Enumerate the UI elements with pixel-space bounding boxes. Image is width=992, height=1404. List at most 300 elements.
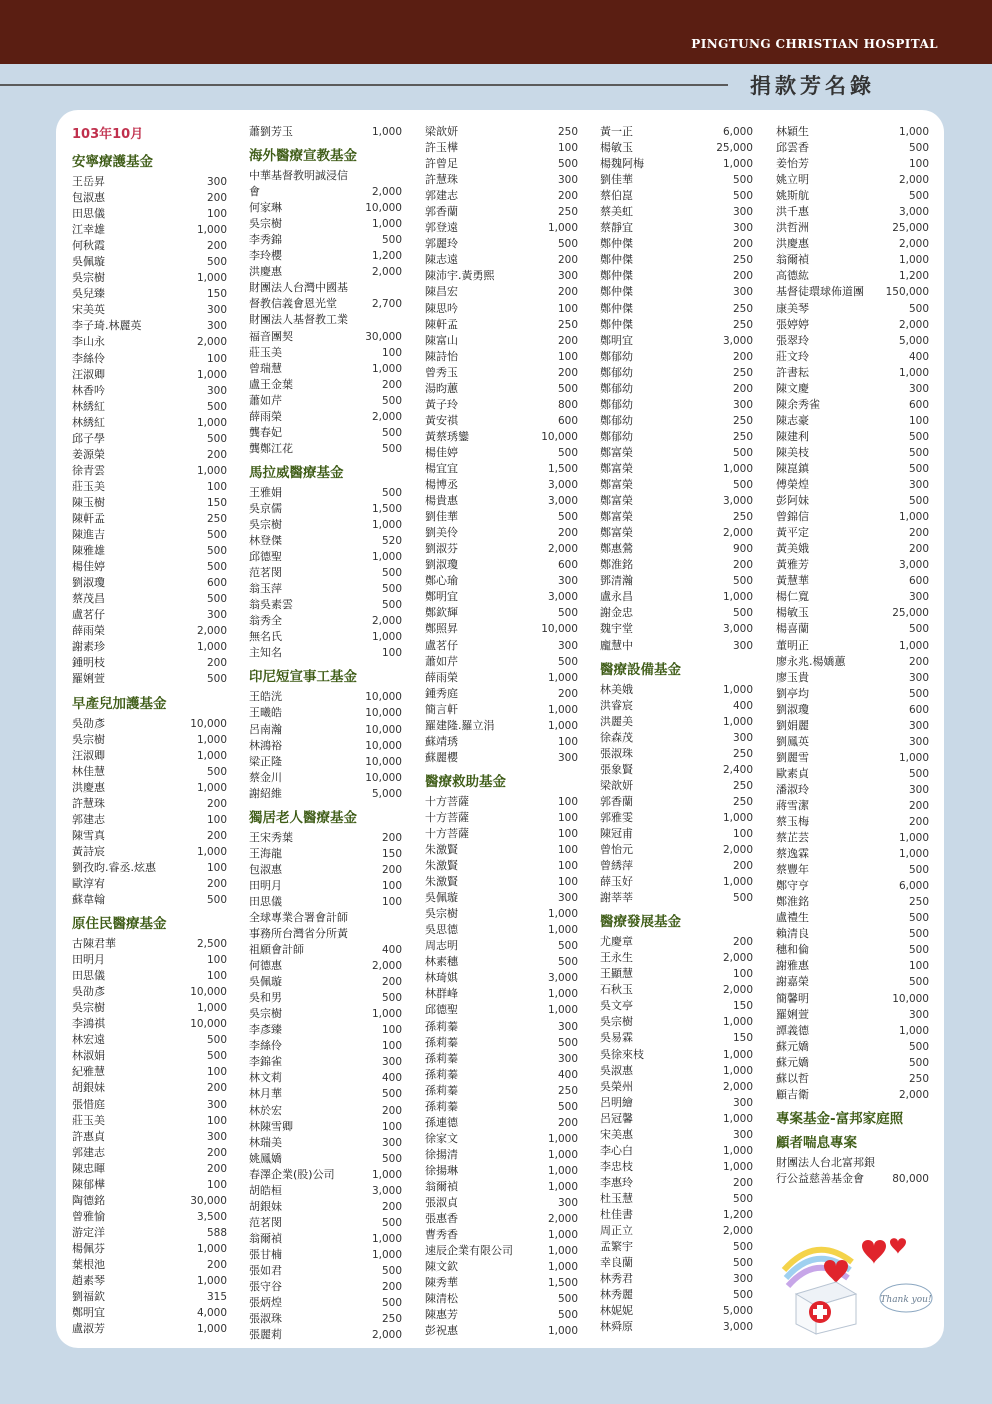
donation-amount: 600 [557,559,578,572]
donor-row [425,301,578,317]
donation-amount: 100 [206,1114,227,1127]
donor-row [600,268,753,284]
donor-name: 張炳煌 [249,1296,282,1310]
donation-amount: 500 [206,1050,227,1063]
donor-row [249,990,402,1006]
donor-name: 盧禮生 [776,911,809,925]
donor-row [425,1035,578,1051]
donor-name: 潘淑玲 [776,782,809,796]
donation-amount: 200 [206,240,227,253]
donation-amount: 200 [557,366,578,379]
donor-name: 孫莉蓁 [425,1083,458,1097]
donation-amount: 200 [908,816,929,829]
donation-amount: 200 [381,831,402,844]
donation-amount: 100 [557,142,578,155]
donation-amount: 3,000 [722,334,753,347]
donation-amount: 300 [908,719,929,732]
donation-amount: 300 [732,286,753,299]
donor-row [776,413,929,429]
donor-name: 劉娟麗 [776,718,809,732]
donor-name: 鄭惠鶯 [600,542,633,556]
donor-name: 朱激賢 [425,859,458,873]
donor-row [72,876,227,892]
donor-row [249,1247,402,1263]
donor-row [600,1127,753,1143]
donor-name: 徐揚清 [425,1147,458,1161]
donation-amount: 100 [206,1178,227,1191]
donation-amount: 500 [206,529,227,542]
donation-amount: 30,000 [365,330,402,343]
donation-amount: 200 [381,378,402,391]
donation-amount: 1,000 [722,715,753,728]
donation-amount: 200 [732,238,753,251]
donor-name: 李鴻祺 [72,1017,105,1031]
donation-amount: 150,000 [885,286,929,299]
donor-row [72,1257,227,1273]
donor-row [600,236,753,252]
donor-row [776,942,929,958]
donation-amount: 200 [206,797,227,810]
donation-amount: 250 [206,512,227,525]
donation-amount: 300 [206,320,227,333]
donation-amount: 300 [732,222,753,235]
donation-amount: 300 [557,1052,578,1065]
donor-row [600,541,753,557]
donor-column-3 [425,124,578,1339]
donor-row [72,968,227,984]
donation-amount: 400 [732,699,753,712]
donor-name: 許慧珠 [72,796,105,810]
donor-row [425,1131,578,1147]
donation-amount: 300 [908,382,929,395]
donation-amount: 100 [206,861,227,874]
donation-amount: 500 [908,687,929,700]
donor-row [249,441,402,457]
donor-row [72,511,227,527]
donation-amount: 3,000 [722,1321,753,1334]
donor-name: 簡言軒 [425,702,458,716]
donation-amount: 200 [732,270,753,283]
donor-name: 陳思吟 [425,301,458,315]
donation-amount: 1,000 [722,683,753,696]
donation-amount: 250 [732,747,753,760]
donor-row [249,1119,402,1135]
donor-name: 張翠玲 [776,333,809,347]
donor-name: 董明正 [776,638,809,652]
donor-row [776,750,929,766]
donor-row [776,156,929,172]
donor-row [72,764,227,780]
donor-name: 莊玉美 [72,1113,105,1127]
donation-amount: 1,000 [722,1144,753,1157]
donation-amount: 3,500 [196,1210,227,1223]
donation-amount: 2,000 [371,1329,402,1342]
donation-amount: 300 [732,1273,753,1286]
donor-row [776,670,929,686]
donor-row [425,509,578,525]
donor-row [425,702,578,718]
donor-row [72,1321,227,1337]
donor-row [425,954,578,970]
donation-amount: 400 [557,1068,578,1081]
donation-amount: 2,000 [898,174,929,187]
donation-amount: 2,000 [547,1213,578,1226]
donor-name: 徐森茂 [600,730,633,744]
donation-amount: 10,000 [365,739,402,752]
donor-name: 黃一正 [600,125,633,138]
donor-name: 湯昀蕙 [425,381,458,395]
donor-name: 廖玉貴 [776,670,809,684]
donor-name: 楊博丞 [425,478,458,492]
donor-name: 蘇麗櫻 [425,750,458,764]
donor-name: 郭麗玲 [425,237,458,251]
donation-amount: 500 [732,607,753,620]
donor-row [72,415,227,431]
donor-row [600,1271,753,1287]
donor-row [72,559,227,575]
donor-row [249,581,402,597]
donor-name: 吳宗樹 [249,217,282,231]
donation-amount: 1,000 [196,224,227,237]
donor-row [600,397,753,413]
donation-amount: 100 [206,352,227,365]
donor-name: 吳宗樹 [72,732,105,746]
donor-name: 林秀君 [600,1272,633,1286]
donor-row [425,156,578,172]
donor-name: 莊文玲 [776,349,809,363]
donation-amount: 500 [732,1241,753,1254]
donation-amount: 100 [557,350,578,363]
donor-name: 吳宗樹 [425,907,458,921]
donation-amount: 1,000 [547,1245,578,1258]
donation-amount: 1,000 [371,1168,402,1181]
donor-row [600,1079,753,1095]
donation-amount: 1,000 [196,272,227,285]
donor-row [776,605,929,621]
donation-amount: 500 [557,1309,578,1322]
donation-amount: 2,000 [371,960,402,973]
donor-name: 楊宜宜 [425,461,458,475]
thank-you-illustration [776,1232,936,1336]
donor-row [72,1016,227,1032]
donor-row [776,1171,929,1187]
donor-row [249,377,402,393]
donor-name: 林陳雪卿 [249,1119,293,1133]
donation-amount: 1,000 [547,924,578,937]
donation-amount: 200 [206,877,227,890]
donation-amount: 250 [732,302,753,315]
donor-row [425,794,578,810]
donation-amount: 1,200 [898,270,929,283]
donation-amount: 1,000 [898,1024,929,1037]
donor-name: 孫連德 [425,1115,458,1129]
donor-row [249,409,402,425]
donation-amount: 200 [732,382,753,395]
donor-name: 邱德聖 [425,1003,458,1017]
donor-name: 莊玉美 [72,479,105,493]
donor-name: 林登傑 [249,534,282,548]
donor-name: 吳和男 [249,991,282,1005]
donation-amount: 1,000 [722,1048,753,1061]
donor-name: 李玲櫻 [249,249,282,263]
donation-amount: 3,000 [547,495,578,508]
donor-row [249,770,402,786]
donation-amount: 1,000 [547,988,578,1001]
hospital-name: PINGTUNG CHRISTIAN HOSPITAL [691,37,938,51]
donor-name: 梁歆妍 [425,125,458,138]
donation-amount: 200 [557,687,578,700]
donor-name: 蘇元嬌 [776,1039,809,1053]
donor-name: 李山永 [72,335,105,349]
fund-heading: 印尼短宣事工基金 [249,669,357,686]
donation-amount: 300 [206,384,227,397]
donor-row [425,718,578,734]
donor-name: 田明月 [72,953,105,967]
donor-row [425,1195,578,1211]
donor-row [72,367,227,383]
donation-amount: 500 [732,174,753,187]
donation-amount: 500 [381,567,402,580]
donation-amount: 2,500 [196,938,227,951]
donation-amount: 1,000 [722,811,753,824]
donor-row [249,705,402,721]
donor-row [249,1183,402,1199]
donation-amount: 900 [732,543,753,556]
donor-name: 李秀錦 [249,233,282,247]
donor-name: 林穎生 [776,125,809,138]
donor-name: 朱激賢 [425,843,458,857]
donor-row [72,1273,227,1289]
donation-amount: 500 [206,561,227,574]
donor-name: 羅娳萱 [72,672,105,686]
donor-name: 洪慶惠 [72,780,105,794]
donor-row [600,1175,753,1191]
donor-name: 劉淑瓊 [776,702,809,716]
donor-name: 林文莉 [249,1071,282,1085]
donation-amount: 500 [557,956,578,969]
donor-row [249,645,402,661]
donor-row [600,762,753,778]
donation-amount: 500 [381,394,402,407]
donation-amount: 1,000 [547,1004,578,1017]
donor-row [600,1223,753,1239]
donor-name: 王雅娟 [249,485,282,499]
donation-amount: 600 [206,577,227,590]
donor-row [600,621,753,637]
donor-name: 陳建利 [776,429,809,443]
donor-name: 蔡玉梅 [776,815,809,829]
donation-amount: 250 [732,254,753,267]
donation-amount: 500 [206,673,227,686]
donor-name: 傅榮煌 [776,478,809,492]
donation-amount: 500 [557,446,578,459]
donor-name: 李惠玲 [600,1175,633,1189]
donation-amount: 250 [732,414,753,427]
donor-row [776,702,929,718]
donor-row [72,952,227,968]
donor-name: 陳軒孟 [425,317,458,331]
donor-name: 林淑娟 [72,1049,105,1063]
donation-amount: 500 [557,511,578,524]
donor-row [249,329,402,345]
donor-row [776,1071,929,1087]
donation-amount: 600 [908,703,929,716]
donation-amount: 1,000 [196,733,227,746]
donor-row [72,1305,227,1321]
donation-amount: 500 [381,1152,402,1165]
donor-row [72,796,227,812]
donor-row [600,730,753,746]
donation-amount: 300 [557,575,578,588]
donor-name: 張淑珠 [600,746,633,760]
donor-name: 陳富山 [425,333,458,347]
donor-row [425,140,578,156]
donor-row [425,686,578,702]
donor-row [249,862,402,878]
donor-name: 蘇韋翰 [72,893,105,907]
donor-row [249,345,402,361]
donor-row [72,671,227,687]
donor-name: 歐素貞 [776,766,809,780]
donor-name: 王宋秀葉 [249,830,293,844]
donor-name: 龔鄭江花 [249,441,293,455]
donor-name: 劉淑芬 [425,542,458,556]
donation-amount: 250 [732,430,753,443]
donor-row [249,393,402,409]
donation-amount: 500 [557,238,578,251]
donor-row [600,966,753,982]
donor-row [425,429,578,445]
donation-amount: 400 [381,1072,402,1085]
donor-row [776,910,929,926]
donor-name: 陳清松 [425,1292,458,1306]
donor-row [72,399,227,415]
donor-name: 鄭仲傑 [600,237,633,251]
donor-name: 羅建隆.羅立涓 [425,718,495,732]
donor-name: 姚斯航 [776,189,809,203]
donation-amount: 500 [206,593,227,606]
donation-amount: 2,000 [898,238,929,251]
donor-name: 黃蔡琇鑾 [425,429,469,443]
donor-row [776,798,929,814]
donor-name: 曾綉萍 [600,859,633,873]
donor-row [249,501,402,517]
donor-row [776,509,929,525]
donor-row [72,334,227,350]
donor-name: 葉根池 [72,1258,105,1271]
donation-amount: 100 [381,647,402,660]
donation-amount: 100 [206,970,227,983]
donation-amount: 80,000 [892,1172,929,1185]
donation-amount: 500 [908,462,929,475]
donor-name: 姚鳳嬌 [249,1151,282,1165]
donation-amount: 300 [732,731,753,744]
donation-amount: 1,000 [722,462,753,475]
donation-amount: 200 [381,863,402,876]
donation-amount: 250 [732,511,753,524]
donor-row [600,1319,753,1335]
donor-row [600,810,753,826]
donor-name: 曾怡元 [600,843,633,857]
donation-amount: 100 [557,811,578,824]
donor-row [72,748,227,764]
donor-row [425,317,578,333]
donor-row [249,786,402,802]
donor-row [776,493,929,509]
donation-amount: 200 [206,192,227,205]
donor-name: 鄭富榮 [600,494,633,508]
donor-row [249,1327,402,1343]
donor-row [600,509,753,525]
donor-row [425,413,578,429]
donor-row [776,365,929,381]
donation-amount: 200 [557,1116,578,1129]
donor-row [72,447,227,463]
donor-name: 莊玉美 [249,345,282,359]
donor-name: 李忠枝 [600,1159,633,1173]
donation-amount: 4,000 [196,1307,227,1320]
donation-amount: 400 [908,350,929,363]
donation-amount: 100 [381,1120,402,1133]
donation-amount: 500 [206,765,227,778]
donor-row [425,605,578,621]
donor-name: 鄭仲傑 [600,285,633,299]
donor-row [72,254,227,270]
donor-name: 財團法人台灣中國基 [249,281,348,295]
donor-row [776,766,929,782]
donation-amount: 3,000 [722,495,753,508]
donation-amount: 2,000 [722,844,753,857]
donation-amount: 10,000 [190,717,227,730]
donation-amount: 1,000 [371,518,402,531]
donation-amount: 300 [381,1136,402,1149]
donor-row [425,252,578,268]
donation-amount: 2,700 [371,298,402,311]
donor-name: 張象賢 [600,762,633,776]
donation-amount: 1,000 [898,511,929,524]
donor-row [600,557,753,573]
donor-row [425,1227,578,1243]
donation-amount: 600 [908,398,929,411]
donor-row [249,958,402,974]
donor-name: 譚義德 [776,1023,809,1037]
donor-name: 謝金忠 [600,606,633,620]
donation-amount: 200 [206,657,227,670]
donation-amount: 250 [557,1084,578,1097]
donor-name: 謝雅惠 [776,959,809,973]
donor-row [600,1159,753,1175]
donor-row [600,998,753,1014]
donor-row [776,204,929,220]
donation-amount: 10,000 [365,707,402,720]
donor-name: 郭建志 [72,812,105,826]
donor-row [72,174,227,190]
donor-row [425,365,578,381]
donor-name: 汪淑卿 [72,367,105,381]
donor-name: 陳忠暉 [72,1161,105,1175]
donor-name: 劉淑瓊 [72,576,105,590]
donation-amount: 400 [381,944,402,957]
donation-amount: 2,000 [722,1225,753,1238]
donor-name: 翁爾禎 [425,1180,458,1193]
donor-row [425,906,578,922]
donation-amount: 500 [381,234,402,247]
donation-amount: 100 [206,1066,227,1079]
donor-row [776,814,929,830]
donation-amount: 800 [557,398,578,411]
donor-row [249,1022,402,1038]
donor-name: 張如君 [249,1264,282,1277]
